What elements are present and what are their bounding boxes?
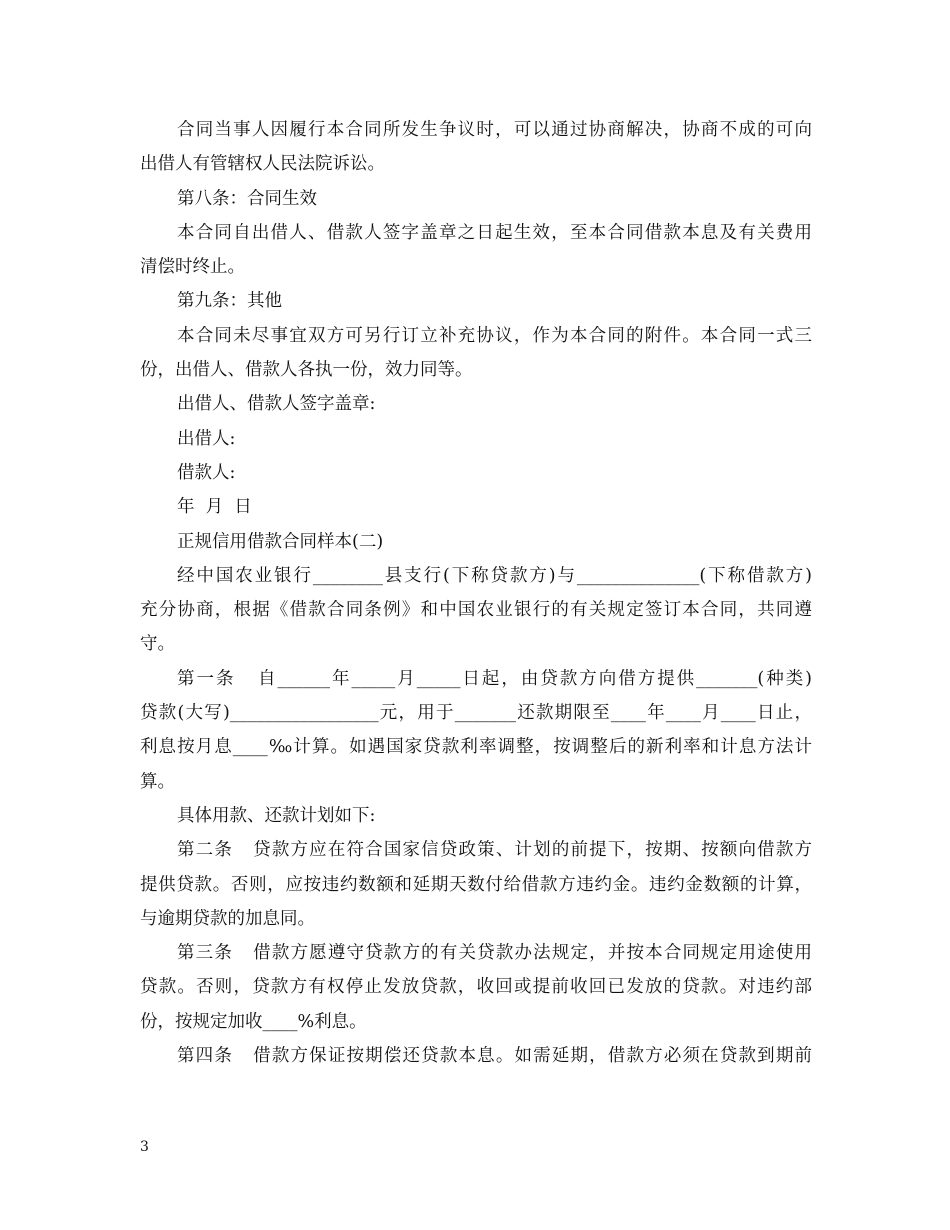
paragraph-line: 清偿时终止。	[140, 257, 245, 278]
article-line: 第四条 借款方保证按期偿还贷款本息。如需延期，借款方必须在贷款到期前	[177, 1046, 812, 1067]
paragraph-line: 守。	[140, 634, 175, 655]
section-heading: 第八条：合同生效	[177, 188, 317, 209]
signature-label: 出借人、借款人签字盖章:	[177, 394, 376, 415]
date-line: 年 月 日	[177, 497, 252, 518]
paragraph-line: 具体用款、还款计划如下:	[177, 805, 376, 826]
lender-signature-label: 出借人:	[177, 428, 236, 449]
article-line: 第二条 贷款方应在符合国家信贷政策、计划的前提下，按期、按额向借款方	[177, 840, 812, 861]
paragraph-line: 份，按规定加收____%利息。	[140, 1011, 367, 1032]
borrower-signature-label: 借款人:	[177, 462, 236, 483]
paragraph-line: 本合同自出借人、借款人签字盖章之日起生效，至本合同借款本息及有关费用	[177, 222, 812, 243]
paragraph-line: 贷款(大写)_________________元，用于_______还款期限至____年____月____日止，	[140, 703, 812, 724]
page-number: 3	[140, 1139, 149, 1155]
paragraph-line: 经中国农业银行________县支行(下称贷款方)与______________(下称借款方)	[177, 565, 812, 586]
paragraph-line: 提供贷款。否则，应按违约数额和延期天数付给借款方违约金。违约金数额的计算，	[140, 874, 812, 895]
article-line: 第一条 自______年_____月_____日起，由贷款方向借方提供_______(种类)	[177, 668, 812, 689]
article-line: 第三条 借款方愿遵守贷款方的有关贷款办法规定，并按本合同规定用途使用	[177, 943, 812, 964]
paragraph-line: 利息按月息____‰计算。如遇国家贷款利率调整，按调整后的新利率和计息方法计	[140, 737, 812, 758]
paragraph-line: 出借人有管辖权人民法院诉讼。	[140, 154, 385, 175]
paragraph-line: 与逾期贷款的加息同。	[140, 908, 315, 929]
document-body	[140, 113, 812, 1073]
paragraph-line: 本合同未尽事宜双方可另行订立补充协议，作为本合同的附件。本合同一式三	[177, 325, 812, 346]
paragraph-line: 份，出借人、借款人各执一份，效力同等。	[140, 360, 473, 381]
paragraph-line: 充分协商，根据《借款合同条例》和中国农业银行的有关规定签订本合同，共同遵	[140, 600, 812, 621]
section-heading: 第九条：其他	[177, 291, 282, 312]
paragraph-line: 贷款。否则，贷款方有权停止发放贷款，收回或提前收回已发放的贷款。对违约部	[140, 977, 812, 998]
contract-title: 正规信用借款合同样本(二)	[177, 531, 384, 552]
paragraph-line: 算。	[140, 771, 175, 792]
paragraph-line: 合同当事人因履行本合同所发生争议时，可以通过协商解决，协商不成的可向	[177, 120, 812, 140]
